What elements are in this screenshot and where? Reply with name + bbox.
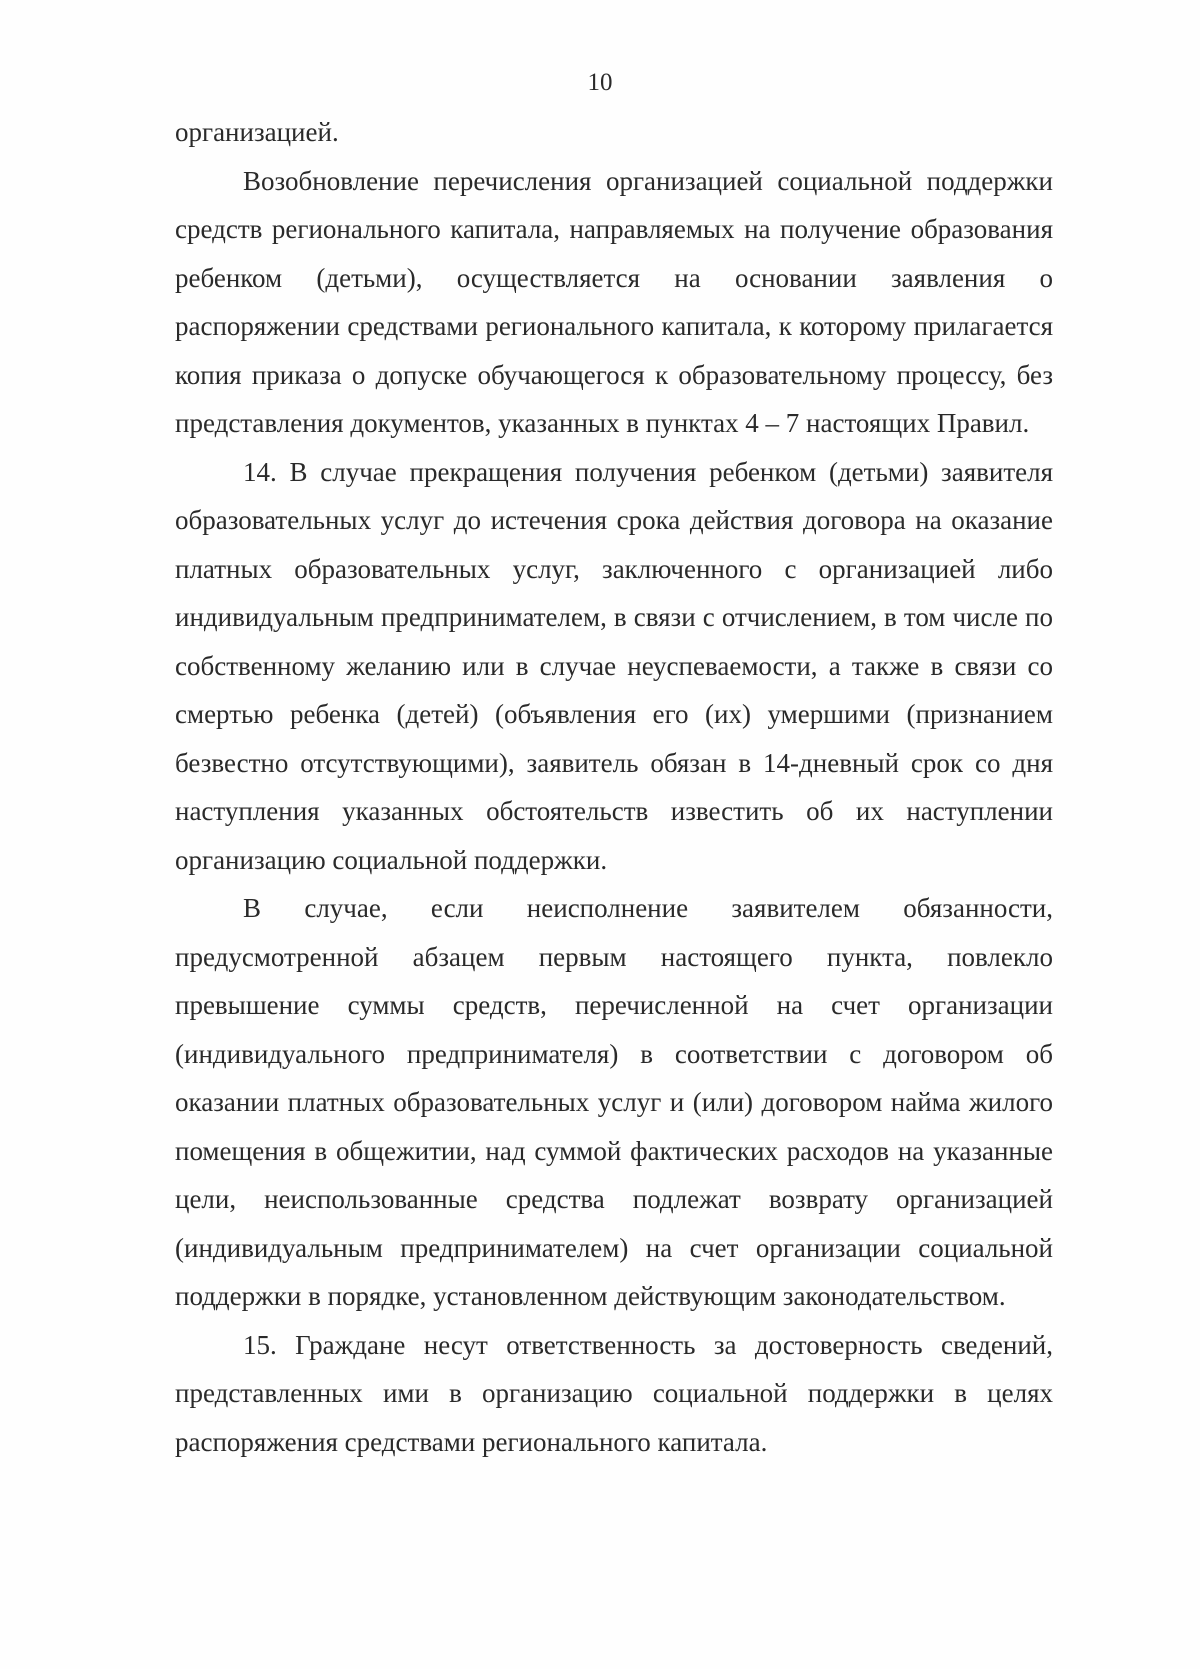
document-body — [175, 108, 1053, 1466]
page-number: 10 — [587, 69, 613, 96]
paragraph: В случае, если неисполнение заявителем обязанности, предусмотренной абзацем первым настоящего пункта, повлекло превышение суммы средств, перечисленной на счет организации (индивидуального предпринимателя) в соответствии с договором об оказании платных образовательных услуг и (или) договором найма жилого помещения в общежитии, над суммой фактических расходов на указанные цели, неиспользованные средства подлежат возврату организацией (индивидуальным предпринимателем) на счет организации социальной поддержки в порядке, установленном действующим законодательством. — [175, 893, 1053, 1311]
paragraph-item-14: 14. В случае прекращения получения ребенком (детьми) заявителя образовательных услуг до истечения срока действия договора на оказание платных образовательных услуг, заключенного с организацией либо индивидуальным предпринимателем, в связи с отчислением, в том числе по собственному желанию или в случае неуспеваемости, а также в связи со смертью ребенка (детей) (объявления его (их) умершими (признанием безвестно отсутствующими), заявитель обязан в 14-дневный срок со дня наступления указанных обстоятельств известить об их наступлении организацию социальной поддержки. — [175, 456, 1053, 875]
paragraph-item-15: 15. Граждане несут ответственность за достоверность сведений, представленных ими в организацию социальной поддержки в целях распоряжения средствами регионального капитала. — [175, 1329, 1053, 1457]
paragraph-continuation: организацией. — [175, 117, 339, 147]
paragraph: Возобновление перечисления организацией социальной поддержки средств регионального капитала, направляемых на получение образования ребенком (детьми), осуществляется на основании заявления о распоряжении средствами регионального капитала, к которому прилагается копия приказа о допуске обучающегося к образовательному процессу, без представления документов, указанных в пунктах 4 – 7 настоящих Правил. — [175, 165, 1053, 438]
